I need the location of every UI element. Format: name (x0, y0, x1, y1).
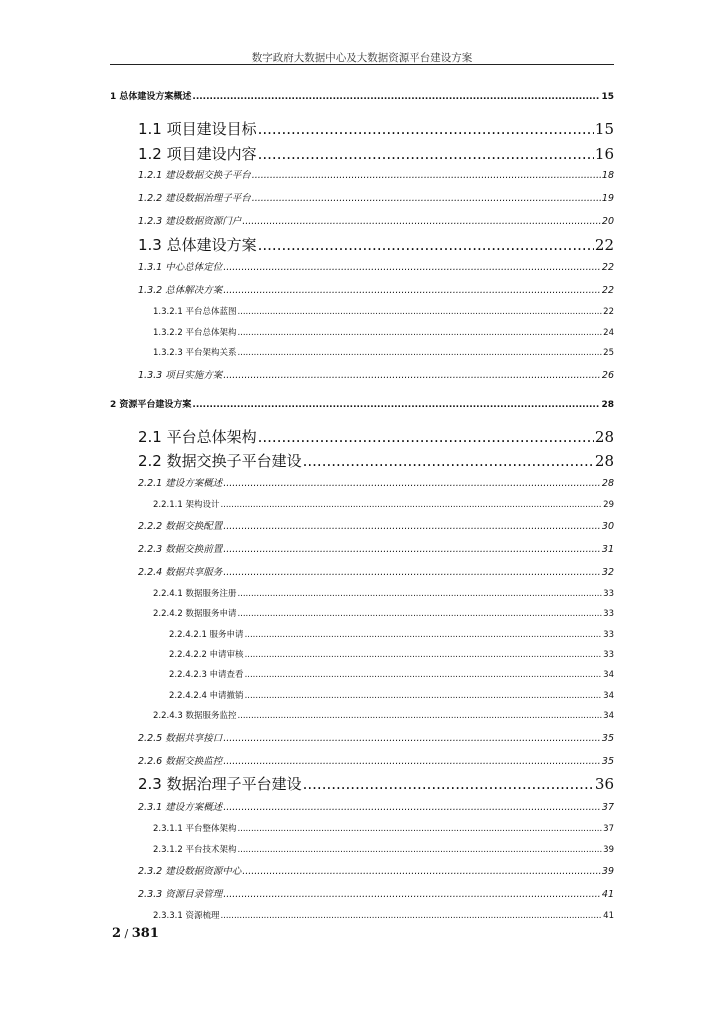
toc-entry-page: 35 (601, 733, 614, 744)
toc-entry-page: 33 (603, 630, 614, 640)
toc-entry-title: 2.2.4.2.2 申请审核 (169, 650, 244, 660)
toc-entry[interactable] (153, 305, 614, 317)
toc-entry[interactable] (138, 799, 614, 813)
toc-entry-page: 34 (603, 711, 614, 721)
toc-leader-dots (303, 452, 594, 470)
page-header-title: 数字政府大数据中心及大数据资源平台建设方案 (251, 52, 473, 64)
toc-entry[interactable] (138, 730, 614, 744)
toc-entry[interactable] (138, 167, 614, 181)
toc-leader-dots (237, 328, 602, 338)
toc-leader-dots (237, 307, 602, 317)
toc-leader-dots (237, 589, 602, 599)
toc-entry-page: 28 (594, 428, 614, 446)
toc-entry-page: 22 (601, 285, 614, 296)
toc-leader-dots (237, 824, 602, 834)
toc-entry[interactable] (138, 518, 614, 532)
toc-entry-title: 1.2.1 建设数据交换子平台 (138, 170, 251, 181)
toc-entry-title: 2.2 数据交换子平台建设 (138, 452, 302, 470)
toc-entry-page: 34 (603, 691, 614, 701)
toc-leader-dots (220, 911, 602, 921)
toc-entry-page: 28 (594, 452, 614, 470)
toc-entry-title: 2.3.1 建设方案概述 (138, 802, 223, 813)
toc-entry[interactable] (169, 689, 614, 701)
toc-entry[interactable] (153, 346, 614, 358)
toc-entry[interactable] (153, 326, 614, 338)
page-current: 2 (112, 926, 122, 941)
toc-entry-page: 15 (594, 120, 614, 138)
toc-entry-page: 15 (601, 92, 614, 102)
toc-leader-dots (237, 711, 602, 721)
toc-entry-title: 2.2.4.2 数据服务申请 (153, 609, 237, 619)
toc-entry-page: 41 (601, 889, 614, 900)
toc-leader-dots (242, 866, 601, 877)
toc-entry-page: 22 (603, 307, 614, 317)
toc-entry[interactable] (138, 259, 614, 273)
toc-leader-dots (245, 691, 603, 701)
page-total: 381 (131, 926, 159, 941)
toc-entry-page: 32 (601, 567, 614, 578)
toc-entry-title: 1.3 总体建设方案 (138, 236, 257, 254)
toc-entry-title: 2.2.4.1 数据服务注册 (153, 589, 237, 599)
toc-entry[interactable] (138, 426, 614, 447)
toc-leader-dots (245, 630, 603, 640)
toc-entry[interactable] (153, 709, 614, 721)
toc-entry-title: 1.3.1 中心总体定位 (138, 262, 223, 273)
toc-entry[interactable] (138, 773, 614, 794)
toc-entry-page: 35 (601, 756, 614, 767)
toc-leader-dots (252, 170, 601, 181)
toc-entry-title: 2.3 数据治理子平台建设 (138, 775, 302, 793)
toc-entry-page: 26 (601, 370, 614, 381)
toc-entry[interactable] (138, 190, 614, 204)
toc-entry-page: 36 (594, 775, 614, 793)
toc-leader-dots (220, 500, 602, 510)
toc-leader-dots (223, 370, 601, 381)
toc-entry-title: 1.3.2.1 平台总体蓝图 (153, 307, 237, 317)
toc-entry-title: 1.2.3 建设数据资源门户 (138, 216, 242, 227)
toc-entry-page: 20 (601, 216, 614, 227)
toc-entry-page: 25 (603, 348, 614, 358)
toc-entry-title: 2.3.3.1 资源梳理 (153, 911, 220, 921)
toc-entry-page: 39 (601, 866, 614, 877)
toc-entry-page: 41 (603, 911, 614, 921)
toc-leader-dots (258, 120, 594, 138)
toc-leader-dots (258, 145, 594, 163)
toc-entry-page: 18 (601, 170, 614, 181)
toc-entry-title: 2.2.3 数据交换前置 (138, 544, 223, 555)
toc-leader-dots (223, 478, 601, 489)
toc-entry[interactable] (138, 475, 614, 489)
toc-entry-title: 2.2.5 数据共享接口 (138, 733, 223, 744)
toc-entry-page: 33 (603, 650, 614, 660)
toc-entry[interactable] (153, 822, 614, 834)
toc-entry-title: 2.2.4 数据共享服务 (138, 567, 223, 578)
toc-leader-dots (237, 609, 602, 619)
toc-entry[interactable] (138, 541, 614, 555)
toc-entry-title: 2.3.3 资源目录管理 (138, 889, 223, 900)
toc-entry-title: 2.2.1.1 架构设计 (153, 500, 220, 510)
toc-entry-title: 2.3.2 建设数据资源中心 (138, 866, 242, 877)
toc-entry-page: 34 (603, 670, 614, 680)
toc-entry-page: 30 (601, 521, 614, 532)
toc-leader-dots (223, 567, 601, 578)
toc-entry-page: 24 (603, 328, 614, 338)
toc-entry-page: 37 (603, 824, 614, 834)
page-separator: / (121, 927, 132, 940)
toc-entry-page: 33 (603, 609, 614, 619)
toc-entry[interactable] (138, 564, 614, 578)
toc-entry[interactable] (138, 367, 614, 381)
header-divider (110, 64, 614, 65)
toc-entry[interactable] (138, 213, 614, 227)
toc-entry-title: 2.2.4.3 数据服务监控 (153, 711, 237, 721)
toc-leader-dots (223, 544, 601, 555)
toc-leader-dots (192, 400, 600, 410)
toc-entry[interactable] (153, 909, 614, 921)
toc-entry[interactable] (138, 450, 614, 471)
toc-entry[interactable] (138, 143, 614, 164)
toc-entry-page: 19 (601, 193, 614, 204)
toc-entry-page: 33 (603, 589, 614, 599)
page-number-footer (112, 926, 159, 941)
toc-entry-page: 16 (594, 145, 614, 163)
toc-entry-title: 2.2.6 数据交换监控 (138, 756, 223, 767)
toc-entry-title: 2.3.1.2 平台技术架构 (153, 845, 237, 855)
toc-leader-dots (223, 733, 601, 744)
toc-entry[interactable] (138, 234, 614, 255)
toc-entry[interactable] (138, 282, 614, 296)
toc-leader-dots (245, 670, 603, 680)
toc-entry-title: 1 总体建设方案概述 (110, 92, 192, 102)
toc-leader-dots (223, 756, 601, 767)
toc-entry-title: 2.2.4.2.4 申请撤销 (169, 691, 244, 701)
toc-leader-dots (258, 236, 594, 254)
toc-entry-title: 1.3.2.2 平台总体架构 (153, 328, 237, 338)
toc-leader-dots (245, 650, 603, 660)
toc-entry-title: 2.2.4.2.3 申请查看 (169, 670, 244, 680)
toc-entry-page: 28 (601, 478, 614, 489)
toc-entry-title: 1.2.2 建设数据治理子平台 (138, 193, 251, 204)
toc-entry[interactable] (169, 628, 614, 640)
toc-entry[interactable] (138, 753, 614, 767)
toc-leader-dots (237, 348, 602, 358)
toc-entry[interactable] (153, 843, 614, 855)
toc-leader-dots (223, 262, 601, 273)
toc-entry-title: 2.2.2 数据交换配置 (138, 521, 223, 532)
toc-leader-dots (237, 845, 602, 855)
toc-entry[interactable] (169, 668, 614, 680)
toc-leader-dots (192, 92, 600, 102)
toc-entry[interactable] (110, 89, 614, 102)
toc-entry-title: 2.3.1.1 平台整体架构 (153, 824, 237, 834)
toc-entry[interactable] (138, 886, 614, 900)
toc-entry-page: 29 (603, 500, 614, 510)
toc-leader-dots (258, 428, 594, 446)
toc-entry-page: 22 (601, 262, 614, 273)
toc-leader-dots (223, 889, 601, 900)
toc-leader-dots (242, 216, 601, 227)
toc-leader-dots (223, 285, 601, 296)
toc-entry[interactable] (110, 397, 614, 410)
toc-leader-dots (223, 802, 601, 813)
toc-entry[interactable] (153, 607, 614, 619)
toc-entry-title: 1.1 项目建设目标 (138, 120, 257, 138)
toc-entry-page: 22 (594, 236, 614, 254)
toc-entry-page: 28 (601, 400, 614, 410)
toc-entry[interactable] (153, 587, 614, 599)
toc-entry-page: 39 (603, 845, 614, 855)
toc-entry[interactable] (169, 648, 614, 660)
toc-entry[interactable] (138, 863, 614, 877)
toc-entry-title: 1.3.3 项目实施方案 (138, 370, 223, 381)
toc-leader-dots (223, 521, 601, 532)
toc-entry[interactable] (153, 498, 614, 510)
toc-leader-dots (303, 775, 594, 793)
toc-entry-title: 2.2.4.2.1 服务申请 (169, 630, 244, 640)
toc-entry[interactable] (138, 118, 614, 139)
toc-entry-title: 2 资源平台建设方案 (110, 400, 192, 410)
toc-entry-title: 2.1 平台总体架构 (138, 428, 257, 446)
toc-entry-title: 1.3.2.3 平台架构关系 (153, 348, 237, 358)
toc-entry-title: 1.2 项目建设内容 (138, 145, 257, 163)
toc-entry-title: 2.2.1 建设方案概述 (138, 478, 223, 489)
toc-entry-page: 31 (601, 544, 614, 555)
toc-leader-dots (252, 193, 601, 204)
toc-entry-title: 1.3.2 总体解决方案 (138, 285, 223, 296)
toc-entry-page: 37 (601, 802, 614, 813)
